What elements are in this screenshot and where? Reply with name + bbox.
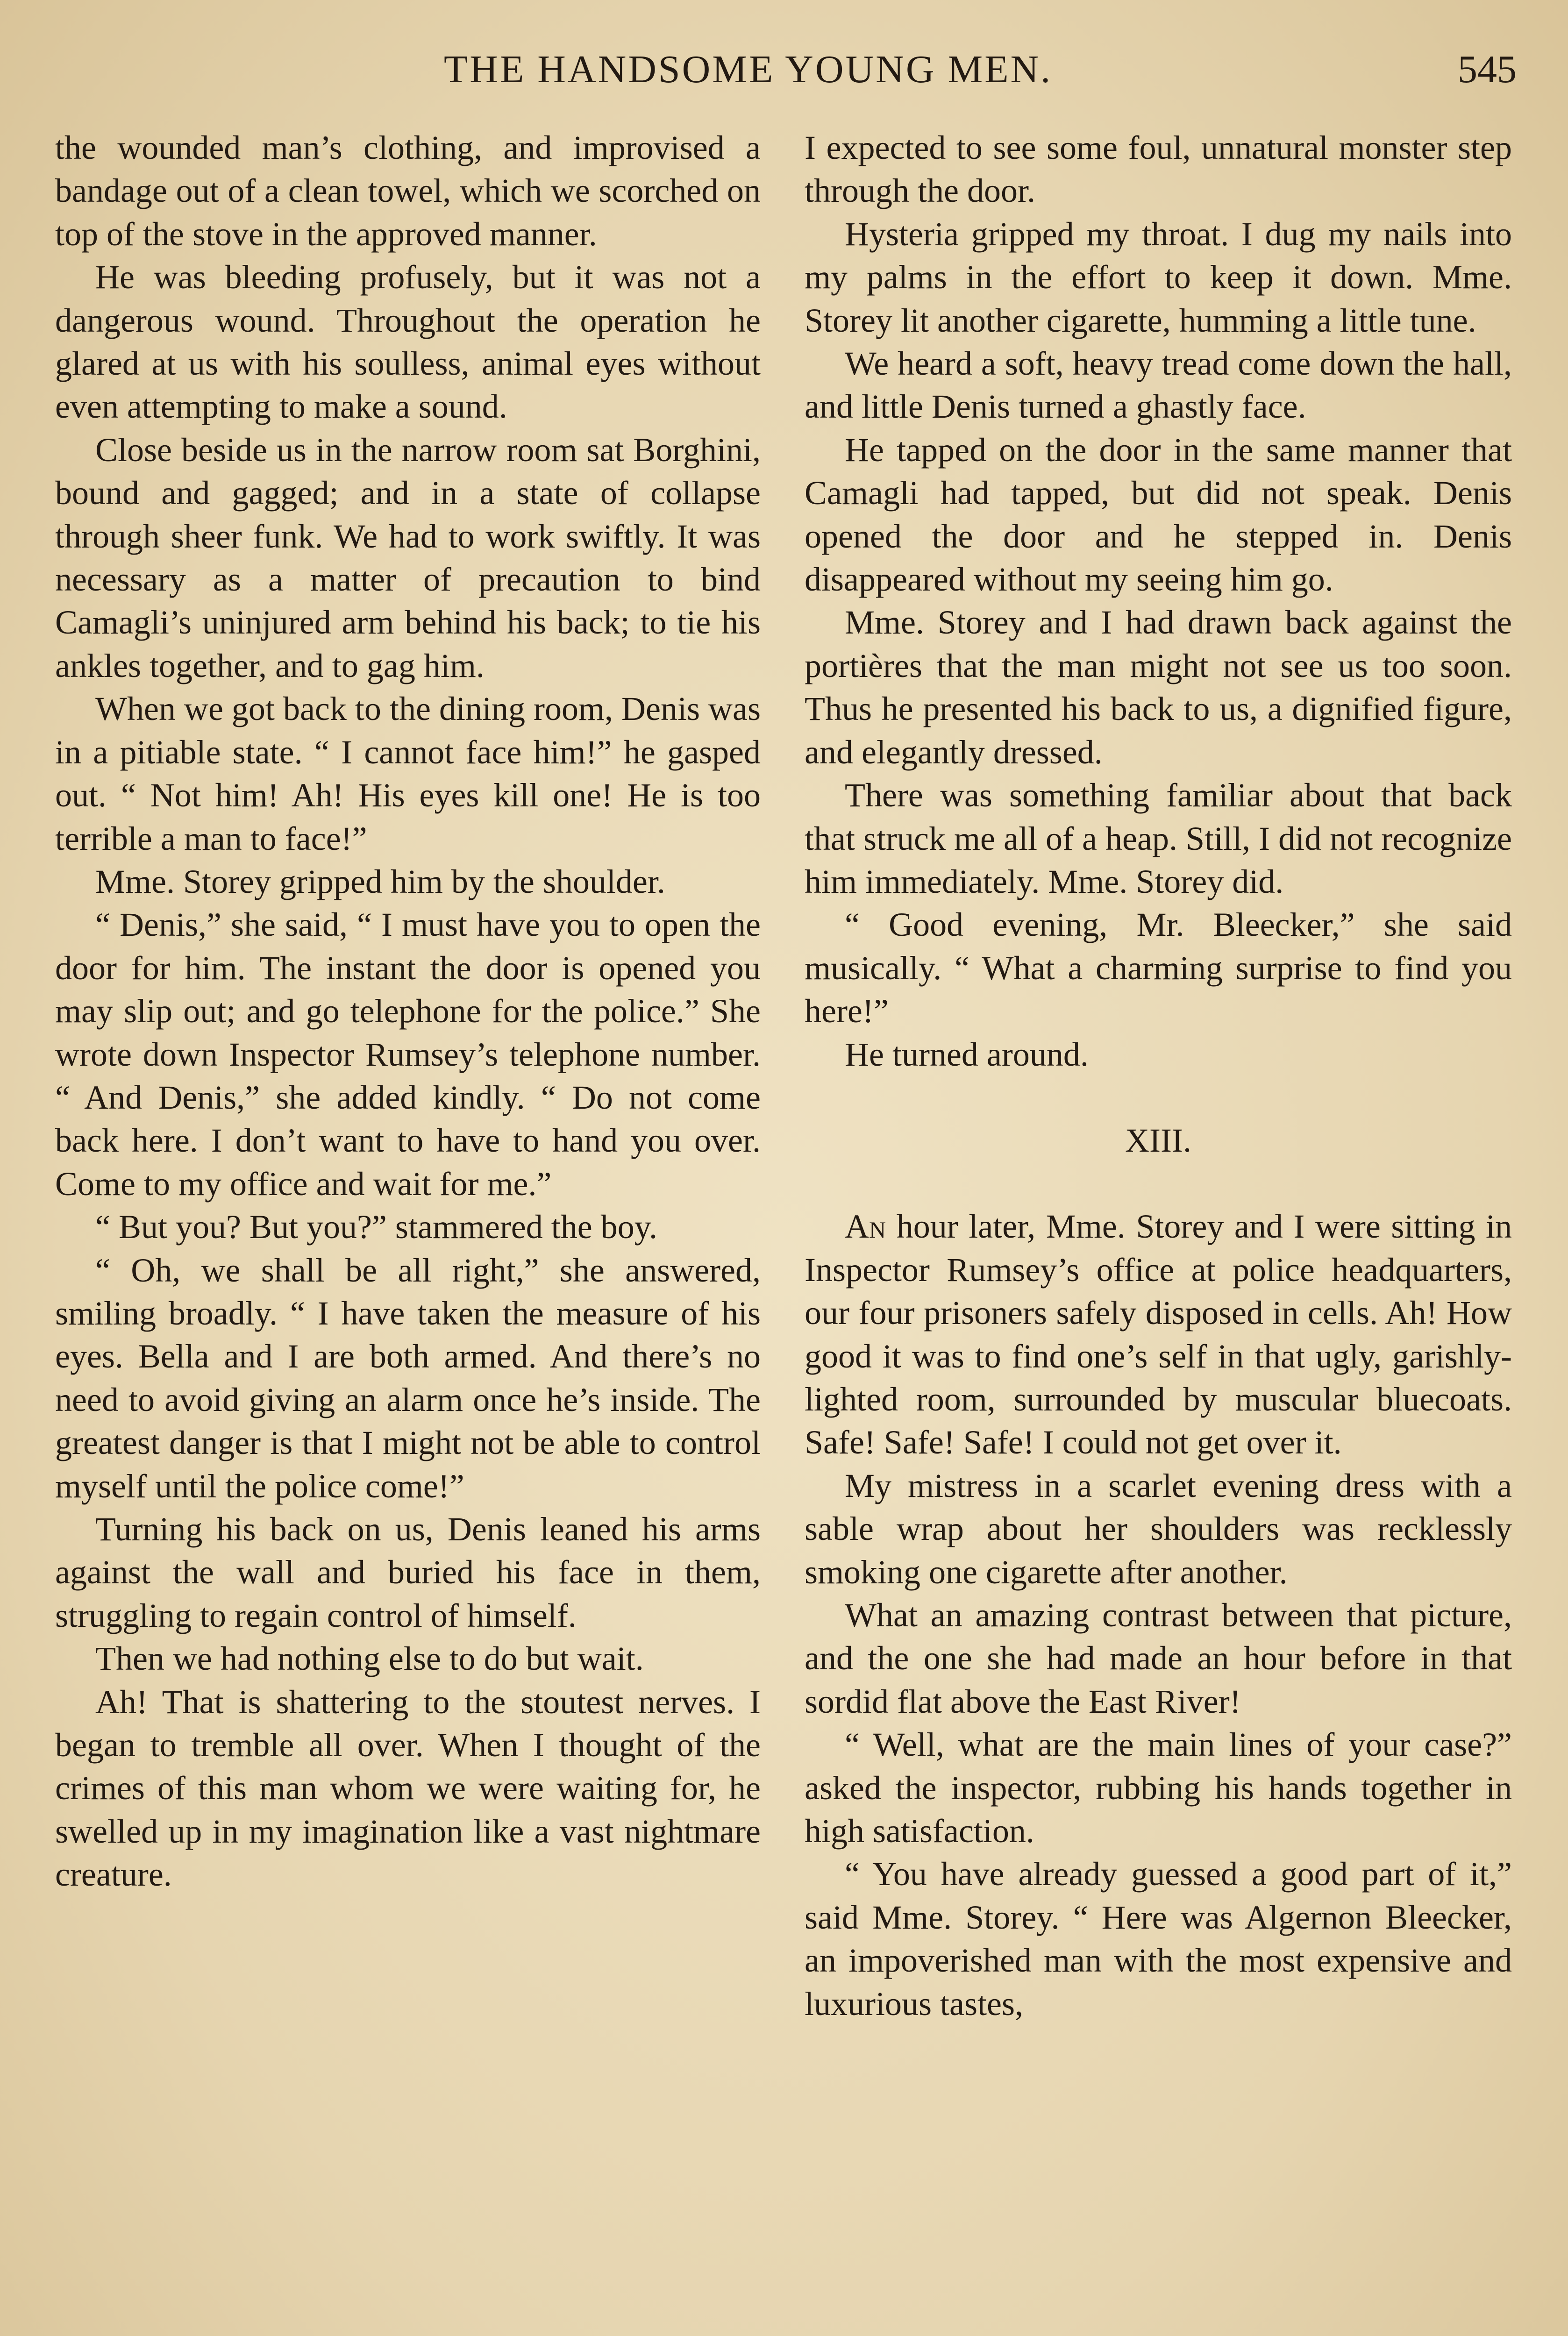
paragraph: “ You have already guessed a good part of it,” said Mme. Storey. “ Here was Algernon Bleecker, an impoverished man with the most expensive and luxurious tastes, [805, 1855, 1512, 2023]
left-column [55, 126, 761, 1896]
paragraph: “ Good evening, Mr. Bleecker,” she said musically. “ What a charming surprise to find you here!” [805, 906, 1512, 1030]
paragraph: My mistress in a scarlet evening dress with a sable wrap about her shoulders was recklessly smoking one cigarette after another. [805, 1467, 1512, 1591]
paragraph: Turning his back on us, Denis leaned his arms against the wall and buried his face in them, struggling to regain control of himself. [55, 1510, 761, 1634]
paragraph: “ Denis,” she said, “ I must have you to open the door for him. The instant the door is opened you may slip out; and go telephone for the police.” She wrote down Inspector Rumsey’s telephone number. “ And Denis,” she added kindly. “ Do not come back here. I don’t want to have to hand you over. Come to my office and wait for me.” [55, 906, 761, 1203]
paragraph: We heard a soft, heavy tread come down the hall, and little Denis turned a ghastly face. [805, 345, 1512, 426]
page-header [0, 47, 1568, 98]
paragraph-text: hour later, Mme. Storey and I were sitting in Inspector Rumsey’s office at police headquarters, our four prisoners safely disposed in cells. Ah! How good it was to find one’s self in that ugly, garishly-lighted room, surrounded by muscular bluecoats. Safe! Safe! Safe! I could not get over it. [805, 1208, 1512, 1461]
paragraph: Then we had nothing else to do but wait. [95, 1640, 644, 1678]
paragraph: I expected to see some foul, unnatural monster step through the door. [805, 129, 1512, 210]
paragraph: Hysteria gripped my throat. I dug my nails into my palms in the effort to keep it down. Mme. Storey lit another cigarette, humming a little tune. [805, 215, 1512, 339]
paragraph: “ Oh, we shall be all right,” she answered, smiling broadly. “ I have taken the measure of his eyes. Bella and I are both armed. And there’s no need to avoid giving an alarm once he’s inside. The greatest danger is that I might not be able to control myself until the police come!” [55, 1251, 761, 1505]
paragraph: “ But you? But you?” stammered the boy. [95, 1208, 658, 1246]
paragraph: There was something familiar about that back that struck me all of a heap. Still, I did not recognize him immediately. Mme. Storey did. [805, 776, 1512, 900]
paragraph: What an amazing contrast between that picture, and the one she had made an hour before in that sordid flat above the East River! [805, 1596, 1512, 1720]
drop-word: An [845, 1208, 886, 1246]
paragraph: He was bleeding profusely, but it was not a dangerous wound. Throughout the operation he glared at us with his soulless, animal eyes without even attempting to make a sound. [55, 258, 761, 426]
paragraph: He tapped on the door in the same manner that Camagli had tapped, but did not speak. Denis opened the door and he stepped in. Denis disappeared without my seeing him go. [805, 431, 1512, 598]
paragraph: the wounded man’s clothing, and improvised a bandage out of a clean towel, which we scorched on top of the stove in the approved manner. [55, 129, 761, 253]
paragraph [805, 1205, 1512, 1464]
paragraph: Mme. Storey and I had drawn back against the portières that the man might not see us too soon. Thus he presented his back to us, a dignified figure, and elegantly dressed. [805, 604, 1512, 771]
paragraph: Close beside us in the narrow room sat Borghini, bound and gagged; and in a state of collapse through sheer funk. We had to work swiftly. It was necessary as a matter of precaution to bind Camagli’s uninjured arm behind his back; to tie his ankles together, and to gag him. [55, 431, 761, 684]
paragraph: “ Well, what are the main lines of your case?” asked the inspector, rubbing his hands together in high satisfaction. [805, 1726, 1512, 1850]
page-number: 545 [1458, 48, 1517, 91]
paragraph: When we got back to the dining room, Denis was in a pitiable state. “ I cannot face him!” he gasped out. “ Not him! Ah! His eyes kill one! He is too terrible a man to face!” [55, 690, 761, 857]
running-title: THE HANDSOME YOUNG MEN. [444, 48, 1053, 91]
paragraph: Mme. Storey gripped him by the shoulder. [95, 862, 665, 900]
paragraph: Ah! That is shattering to the stoutest nerves. I began to tremble all over. When I thought of the crimes of this man whom we were waiting for, he swelled up in my imagination like a vast nightmare creature. [55, 1683, 761, 1894]
paragraph: He turned around. [845, 1035, 1089, 1073]
right-column [805, 126, 1512, 2025]
section-heading: XIII. [1125, 1121, 1191, 1159]
